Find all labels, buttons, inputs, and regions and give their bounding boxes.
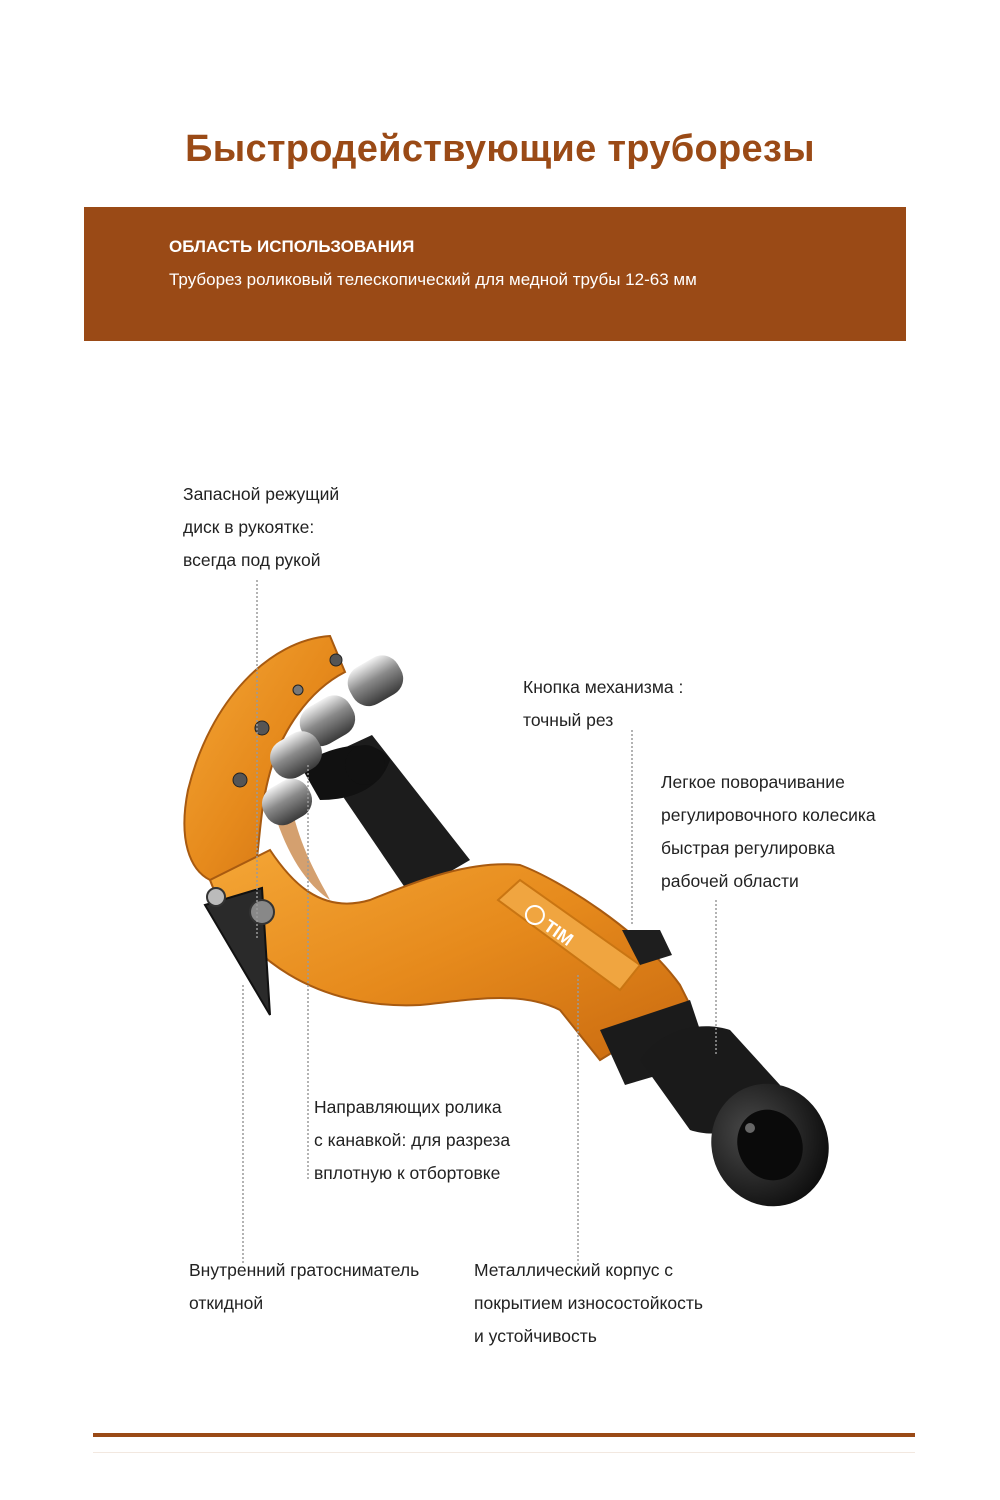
callout-deburrer: Внутренний гратосниматель откидной: [189, 1260, 420, 1313]
callout-spare-blade: Запасной режущий диск в рукоятке: всегда под рукой: [183, 484, 340, 570]
footer-divider-thin: [93, 1452, 915, 1453]
callout-adjust-wheel: Легкое поворачивание регулировочного колесика быстрая регулировка рабочей области: [661, 772, 876, 891]
callout-mechanism-button: Кнопка механизма : точный рез: [523, 677, 684, 730]
usage-heading: ОБЛАСТЬ ИСПОЛЬЗОВАНИЯ: [169, 237, 415, 256]
adjustment-knob: [640, 1026, 849, 1225]
footer-divider: [93, 1433, 915, 1437]
usage-text: Труборез роликовый телескопический для медной трубы 12-63 мм: [169, 270, 697, 289]
svg-text:TIM: TIM: [540, 915, 577, 950]
page-title: Быстродействующие труборезы: [185, 128, 815, 170]
callout-guide-rollers: Направляющих ролика с канавкой: для разреза вплотную к отбортовке: [314, 1097, 511, 1183]
cutting-wheel: [345, 745, 385, 785]
callout-body: Металлический корпус с покрытием износостойкость и устойчивость: [474, 1260, 704, 1346]
